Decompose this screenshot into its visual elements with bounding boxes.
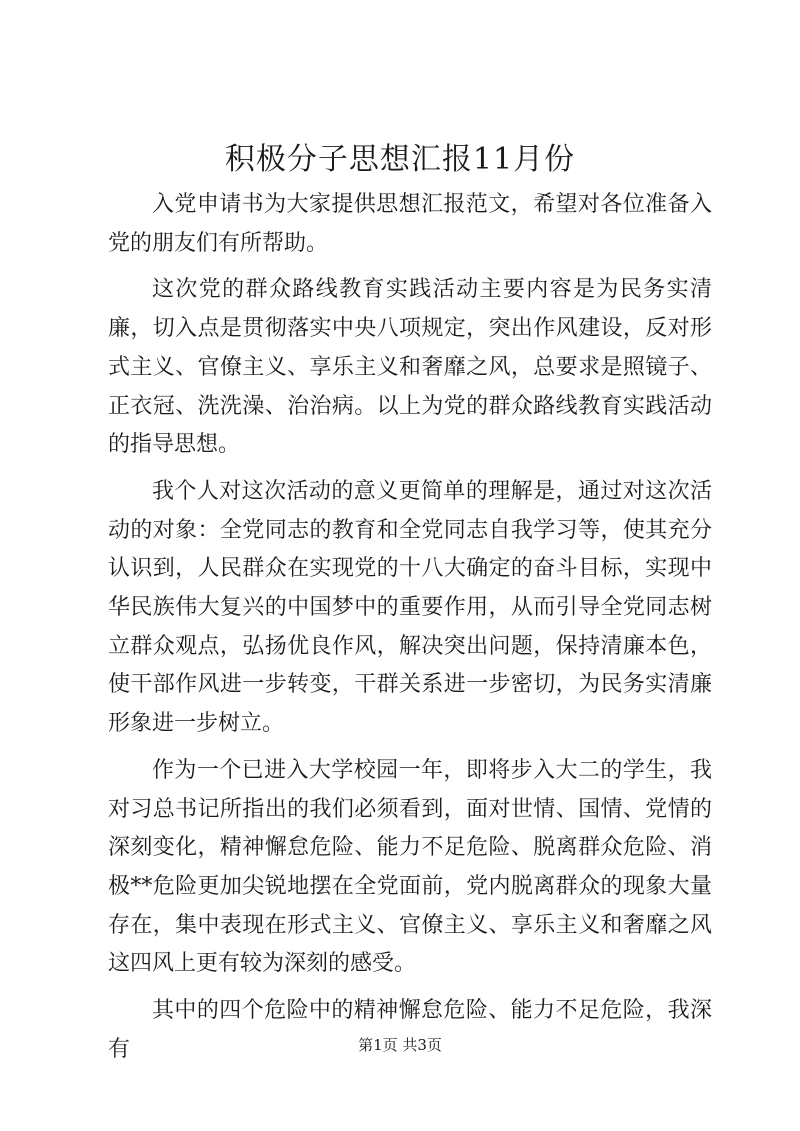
page-footer: 第1页 共3页 — [358, 1036, 442, 1054]
paragraph-4: 作为一个已进入大学校园一年，即将步入大二的学生，我对习总书记所指出的我们必须看到，面对世情、国情、党情的深刻变化，精神懈怠危险、能力不足危险、脱离群众危险、消极**危险更加尖锐地摆在全党面前，党内脱离群众的现象大量存在，集中表现在形式主义、官僚主义、享乐主义和奢靡之风这四风上更有较为深刻的感受。 — [108, 757, 712, 977]
paragraph-3: 我个人对这次活动的意义更简单的理解是，通过对这次活动的对象：全党同志的教育和全党同志自我学习等，使其充分认识到，人民群众在实现党的十八大确定的奋斗目标，实现中华民族伟大复兴的中国梦中的重要作用，从而引导全党同志树立群众观点，弘扬优良作风，解决突出问题，保持清廉本色，使干部作风进一步转变，干群关系进一步密切，为民务实清廉形象进一步树立。 — [108, 478, 712, 737]
paragraph-2: 这次党的群众路线教育实践活动主要内容是为民务实清廉，切入点是贯彻落实中央八项规定，突出作风建设，反对形式主义、官僚主义、享乐主义和奢靡之风，总要求是照镜子、正衣冠、洗洗澡、治治病。以上为党的群众路线教育实践活动的指导思想。 — [108, 277, 712, 458]
document-body — [108, 186, 712, 1077]
document-title: 积极分子思想汇报11月份 — [224, 142, 576, 177]
paragraph-5: 其中的四个危险中的精神懈怠危险、能力不足危险，我深有 — [108, 998, 712, 1062]
paragraph-1: 入党申请书为大家提供思想汇报范文，希望对各位准备入党的朋友们有所帮助。 — [108, 192, 712, 256]
